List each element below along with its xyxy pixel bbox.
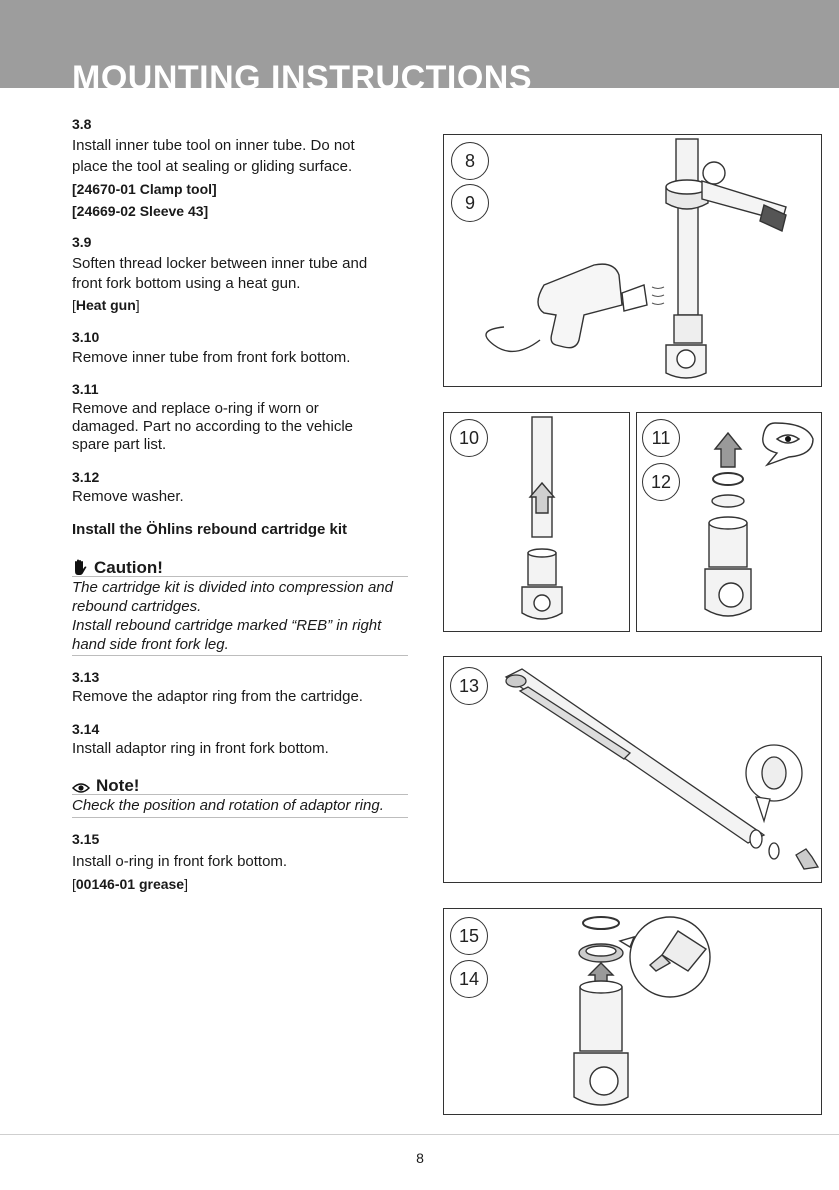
step-text: Install o-ring in front fork bottom. (72, 853, 288, 870)
step-text: Remove the adaptor ring from the cartridge. (72, 688, 363, 705)
page-number: 8 (416, 1150, 424, 1166)
caution-text: hand side front fork leg. (72, 636, 229, 653)
step-number: 3.13 (72, 669, 100, 685)
step-text: front fork bottom using a heat gun. (72, 275, 301, 292)
step-text: Soften thread locker between inner tube and (72, 255, 368, 272)
step-badge: 15 (450, 917, 488, 955)
step-number: 3.11 (72, 381, 99, 397)
tool-reference: [24669-02 Sleeve 43] (72, 203, 209, 219)
tool-reference: [Heat gun] (72, 297, 140, 313)
step-text: Install adaptor ring in front fork bottom. (72, 740, 329, 757)
step-badge: 13 (450, 667, 488, 705)
cartridge-adaptor-illustration (444, 657, 821, 882)
step-text: Remove inner tube from front fork bottom. (72, 349, 351, 366)
step-text: Remove and replace o-ring if worn or (72, 400, 319, 417)
step-number: 3.14 (72, 721, 100, 737)
heat-gun-illustration (444, 135, 821, 386)
step-text: place the tool at sealing or gliding surface. (72, 158, 353, 175)
tool-reference: [00146-01 grease] (72, 876, 188, 892)
caution-text: The cartridge kit is divided into compression and (72, 579, 393, 596)
page-title: MOUNTING INSTRUCTIONS (72, 59, 533, 88)
o-ring-install-illustration (444, 909, 821, 1114)
figure-10 (443, 412, 630, 632)
step-badge: 8 (451, 142, 489, 180)
step-text: Install inner tube tool on inner tube. Do not (72, 137, 355, 154)
step-number: 3.12 (72, 469, 100, 485)
note-text: Check the position and rotation of adaptor ring. (72, 797, 384, 814)
step-number: 3.15 (72, 831, 100, 847)
section-heading: Install the Öhlins rebound cartridge kit (72, 521, 348, 538)
step-text: spare part list. (72, 436, 167, 453)
footer-rule (0, 1134, 839, 1135)
step-number: 3.9 (72, 234, 92, 250)
step-number: 3.10 (72, 329, 100, 345)
note-heading: Note! (72, 776, 139, 796)
figure-14-15 (443, 908, 822, 1115)
caution-heading: Caution! (72, 558, 163, 578)
eye-icon (72, 782, 90, 794)
step-badge: 10 (450, 419, 488, 457)
step-badge: 9 (451, 184, 489, 222)
figure-11-12 (636, 412, 822, 632)
step-badge: 12 (642, 463, 680, 501)
caution-text: rebound cartridges. (72, 598, 202, 615)
step-number: 3.8 (72, 116, 92, 132)
step-text: damaged. Part no according to the vehicle (72, 418, 354, 435)
hand-icon (72, 559, 88, 576)
page-header (0, 0, 839, 88)
figure-8-9 (443, 134, 822, 387)
step-badge: 14 (450, 960, 488, 998)
step-badge: 11 (642, 419, 680, 457)
figure-13 (443, 656, 822, 883)
step-text: Remove washer. (72, 488, 184, 505)
caution-text: Install rebound cartridge marked “REB” in right (72, 617, 382, 634)
tool-reference: [24670-01 Clamp tool] (72, 181, 217, 197)
